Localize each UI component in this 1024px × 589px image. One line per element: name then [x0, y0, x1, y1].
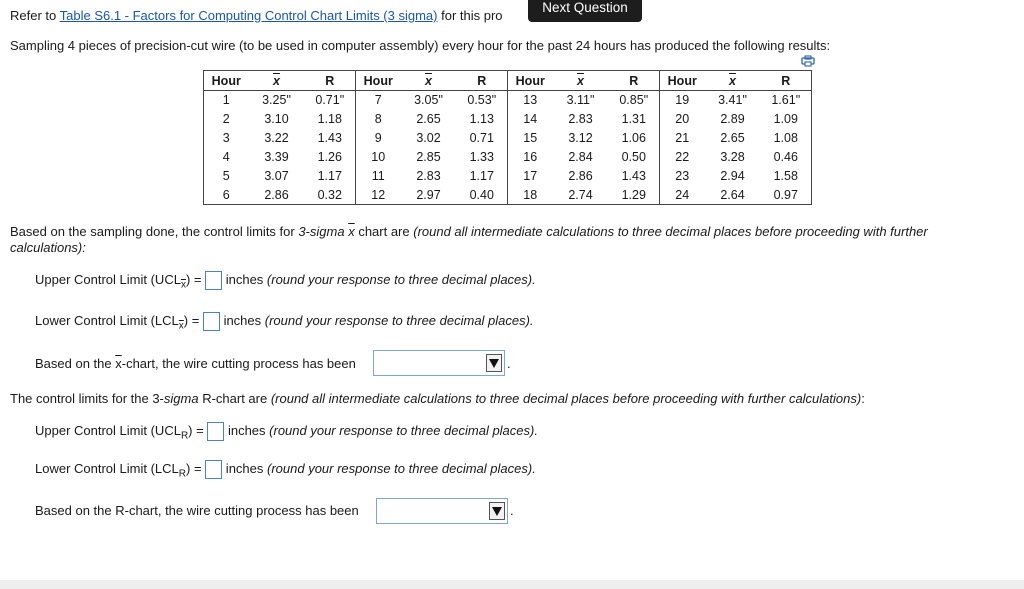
r-instructions: The control limits for the 3-sigma R-chart are (round all intermediate calculations to three decimal places before proceeding with further calculations):	[10, 391, 865, 406]
range-cell: 1.08	[761, 129, 812, 148]
col-xbar: $\overline{x}$	[553, 71, 609, 91]
hour-cell: 13	[523, 93, 538, 108]
col-hour: Hour	[660, 71, 705, 91]
range-cell: 0.32	[305, 186, 356, 205]
table-row	[204, 148, 812, 167]
hour-cell: 9	[374, 131, 382, 145]
range-cell: 1.33	[457, 148, 508, 167]
xbar-cell: 2.85	[416, 150, 441, 164]
ucl-r-row: Upper Control Limit $(UCL_R)$ = inches (round your response to three decimal places).	[35, 422, 538, 442]
xbar-cell: 2.83	[568, 112, 593, 126]
col-r: R	[305, 71, 356, 91]
xbar-cell: 3.12	[568, 131, 593, 145]
period: .	[507, 356, 511, 371]
col-r: R	[457, 71, 508, 91]
range-cell: 1.06	[609, 129, 660, 148]
xbar-cell: 2.64	[705, 186, 761, 205]
hour-cell: 18	[508, 186, 553, 205]
hour-cell: 14	[523, 112, 538, 126]
range-cell: 1.17	[457, 167, 508, 186]
xbar-cell: 3.28	[720, 150, 745, 164]
hour-cell: 2	[204, 110, 249, 129]
table-s6-1-link[interactable]: Table S6.1 - Factors for Computing Control Chart Limits (3 sigma)	[59, 8, 438, 23]
xbar-cell: 3.11"	[566, 93, 595, 108]
xbar-cell: 2.74	[553, 186, 609, 205]
hour-cell: 19	[675, 93, 690, 108]
footer-strip	[0, 580, 1024, 589]
range-cell: 1.17	[305, 167, 356, 186]
range-cell: 1.43	[305, 129, 356, 148]
table-row	[204, 167, 812, 186]
chevron-down-icon[interactable]	[489, 502, 505, 520]
col-hour: Hour	[204, 71, 249, 91]
r-conclusion-dropdown[interactable]	[376, 498, 508, 524]
range-cell: 1.43	[609, 167, 660, 186]
hour-cell: 23	[675, 169, 690, 183]
xbar-cell: 2.86	[568, 169, 593, 183]
range-cell: 1.58	[761, 167, 812, 186]
hour-cell: 5	[204, 167, 249, 186]
xbar-cell: 2.84	[568, 150, 593, 164]
xbar-instructions: Based on the sampling done, the control limits for 3-sigma $\overline{x}$ chart are (round all intermediate calculations to three decimal places before proceeding with further	[10, 224, 928, 239]
range-cell: 1.09	[761, 110, 812, 129]
chevron-down-icon[interactable]	[486, 354, 502, 372]
col-hour: Hour	[356, 71, 401, 91]
hour-cell: 15	[523, 131, 538, 145]
hour-cell: 8	[374, 112, 382, 126]
range-cell: 1.61"	[761, 91, 812, 110]
hour-cell: 12	[356, 186, 401, 205]
xbar-instructions-cont: calculations):	[10, 240, 86, 255]
lcl-xbar-row: Lower Control Limit $(LCL_{\overline{x}})$ = inches (round your response to three decimal places).	[35, 312, 534, 332]
range-cell: 0.46	[761, 148, 812, 167]
col-xbar: $\overline{x}$	[705, 71, 761, 91]
range-cell: 0.53"	[457, 91, 508, 110]
hour-cell: 6	[204, 186, 249, 205]
table-header-row	[204, 71, 812, 91]
ucl-xbar-row: Upper Control Limit $(UCL_{\overline{x}})$ = inches (round your response to three decimal places).	[35, 271, 536, 291]
xbar-cell: 2.65	[416, 112, 441, 126]
xbar-cell: 3.05"	[414, 93, 443, 108]
xbar-cell: 3.02	[416, 131, 441, 145]
xbar-conclusion-dropdown[interactable]	[373, 350, 505, 376]
xbar-cell: 2.83	[416, 169, 441, 183]
range-cell: 0.71"	[305, 91, 356, 110]
problem-text: Sampling 4 pieces of precision-cut wire (to be used in computer assembly) every hour for the past 24 hours has produced the following results:	[10, 38, 831, 53]
col-xbar: $\overline{x}$	[401, 71, 457, 91]
range-cell: 1.18	[305, 110, 356, 129]
col-r: R	[761, 71, 812, 91]
col-xbar: $\overline{x}$	[249, 71, 305, 91]
intro-prefix: Refer to	[10, 8, 60, 23]
hour-cell: 16	[523, 150, 538, 164]
print-icon[interactable]	[801, 55, 815, 70]
next-question-tooltip[interactable]: Next Question	[528, 0, 642, 22]
table-row	[204, 129, 812, 148]
table-row	[204, 186, 812, 205]
lcl-xbar-input[interactable]	[203, 312, 220, 331]
hour-cell: 4	[204, 148, 249, 167]
xbar-cell: 3.07	[264, 169, 289, 183]
range-cell: 0.85"	[609, 91, 660, 110]
range-cell: 1.31	[609, 110, 660, 129]
table-row	[204, 110, 812, 129]
hour-cell: 1	[204, 91, 249, 110]
xbar-cell: 2.94	[720, 169, 745, 183]
xbar-cell: 2.65	[720, 131, 745, 145]
hour-cell: 20	[675, 112, 690, 126]
wire-sample-table	[203, 70, 812, 205]
xbar-cell: 2.97	[401, 186, 457, 205]
range-cell: 0.97	[761, 186, 812, 205]
lcl-r-row: Lower Control Limit $(LCL_R)$ = inches (round your response to three decimal places).	[35, 460, 536, 480]
xbar-cell: 2.86	[249, 186, 305, 205]
r-conclusion-label: Based on the R-chart, the wire cutting process has been	[35, 503, 359, 518]
xbar-conclusion-label: Based on the $\overline{x}$-chart, the wire cutting process has been	[35, 356, 356, 371]
hour-cell: 10	[371, 150, 386, 164]
xbar-cell: 3.10	[264, 112, 289, 126]
xbar-cell: 3.41"	[718, 93, 747, 108]
col-r: R	[609, 71, 660, 91]
xbar-cell: 3.25"	[262, 93, 291, 108]
xbar-cell: 2.89	[720, 112, 745, 126]
range-cell: 0.50	[609, 148, 660, 167]
hour-cell: 7	[374, 93, 382, 108]
ucl-r-input[interactable]	[207, 422, 224, 441]
intro-suffix: for this pro	[437, 8, 503, 23]
hour-cell: 21	[675, 131, 690, 145]
range-cell: 1.29	[609, 186, 660, 205]
hour-cell: 22	[675, 150, 690, 164]
table-row	[204, 91, 812, 110]
intro-line	[10, 8, 503, 23]
range-cell: 0.71	[457, 129, 508, 148]
col-hour: Hour	[508, 71, 553, 91]
xbar-cell: 3.39	[264, 150, 289, 164]
ucl-xbar-input[interactable]	[205, 271, 222, 290]
hour-cell: 24	[660, 186, 705, 205]
range-cell: 0.40	[457, 186, 508, 205]
range-cell: 1.26	[305, 148, 356, 167]
xbar-cell: 3.22	[264, 131, 289, 145]
hour-cell: 3	[204, 129, 249, 148]
lcl-r-input[interactable]	[205, 460, 222, 479]
range-cell: 1.13	[457, 110, 508, 129]
period: .	[510, 503, 514, 518]
hour-cell: 11	[371, 169, 385, 183]
hour-cell: 17	[523, 169, 538, 183]
